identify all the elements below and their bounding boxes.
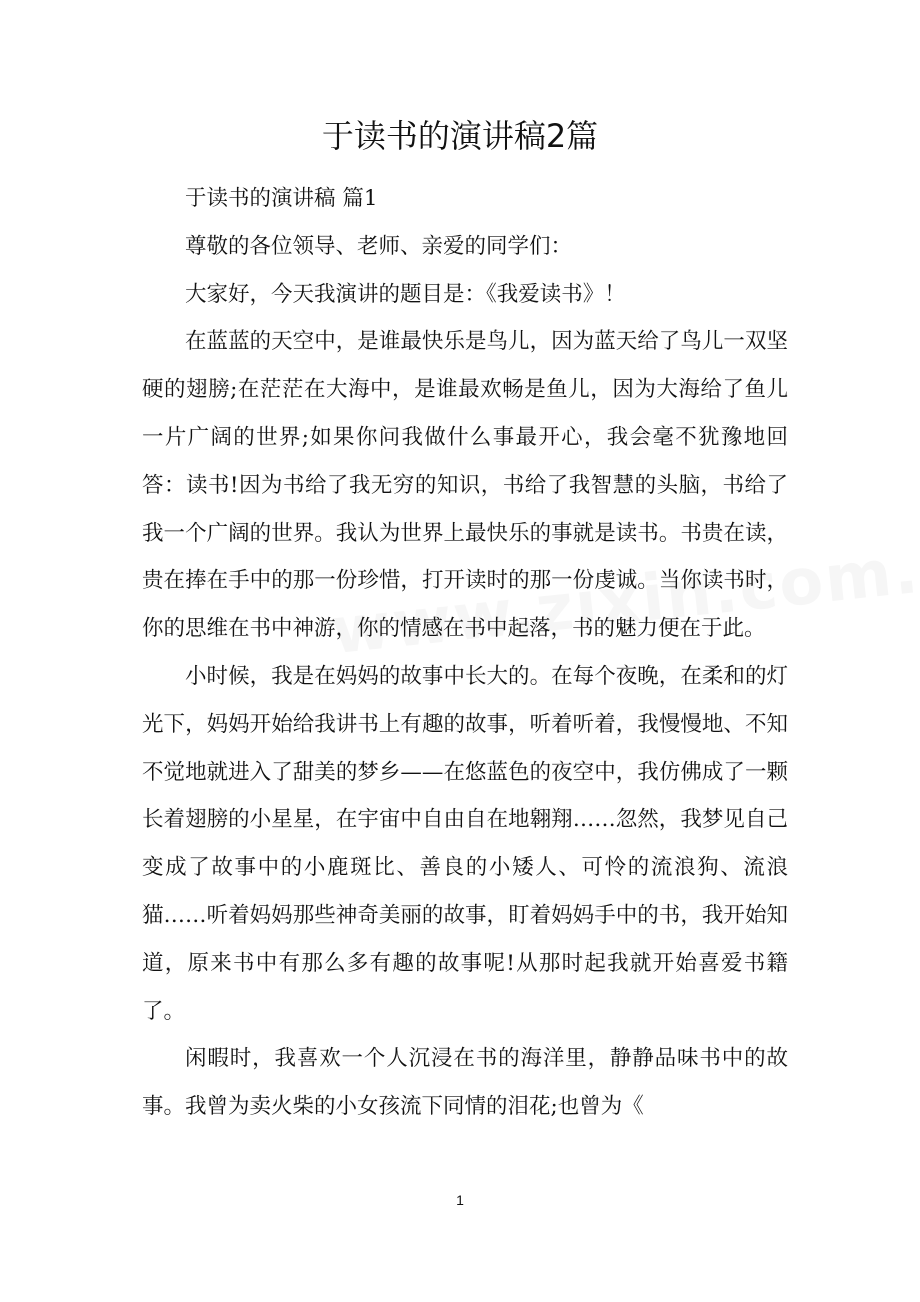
paragraph: 闲暇时，我喜欢一个人沉浸在书的海洋里，静静品味书中的故事。我曾为卖火柴的小女孩流下同情的泪花;也曾为《 bbox=[142, 1046, 788, 1120]
greeting: 大家好，今天我演讲的题目是：《我爱读书》！ bbox=[185, 281, 626, 307]
paragraph: 在蓝蓝的天空中，是谁最快乐是鸟儿，因为蓝天给了鸟儿一双坚硬的翅膀;在茫茫在大海中，是谁最欢畅是鱼儿，因为大海给了鱼儿一片广阔的世界;如果你问我做什么事最开心，我会毫不犹豫地回答：读书!因为书给了我无穷的知识，书给了我智慧的头脑，书给了我一个广阔的世界。我认为世界上最快乐的事就是读书。书贵在读，贵在捧在手中的那一份珍惜，打开读时的那一份虔诚。当你读书时，你的思维在书中神游，你的情感在书中起落，书的魅力便在于此。 bbox=[142, 329, 788, 642]
page-number: 1 bbox=[456, 1192, 464, 1208]
section-heading: 于读书的演讲稿 篇1 bbox=[185, 186, 378, 211]
document-title: 于读书的演讲稿2篇 bbox=[321, 117, 599, 155]
paragraph: 小时候，我是在妈妈的故事中长大的。在每个夜晚，在柔和的灯光下，妈妈开始给我讲书上有趣的故事，听着听着，我慢慢地、不知不觉地就进入了甜美的梦乡——在悠蓝色的夜空中，我仿佛成了一颗长着翅膀的小星星，在宇宙中自由自在地翱翔……忽然，我梦见自己变成了故事中的小鹿斑比、善良的小矮人、可怜的流浪狗、流浪猫……听着妈妈那些神奇美丽的故事，盯着妈妈手中的书，我开始知道，原来书中有那么多有趣的故事呢!从那时起我就开始喜爱书籍了。 bbox=[142, 663, 788, 1024]
document-body bbox=[142, 175, 788, 1131]
salutation: 尊敬的各位领导、老师、亲爱的同学们： bbox=[185, 233, 573, 259]
